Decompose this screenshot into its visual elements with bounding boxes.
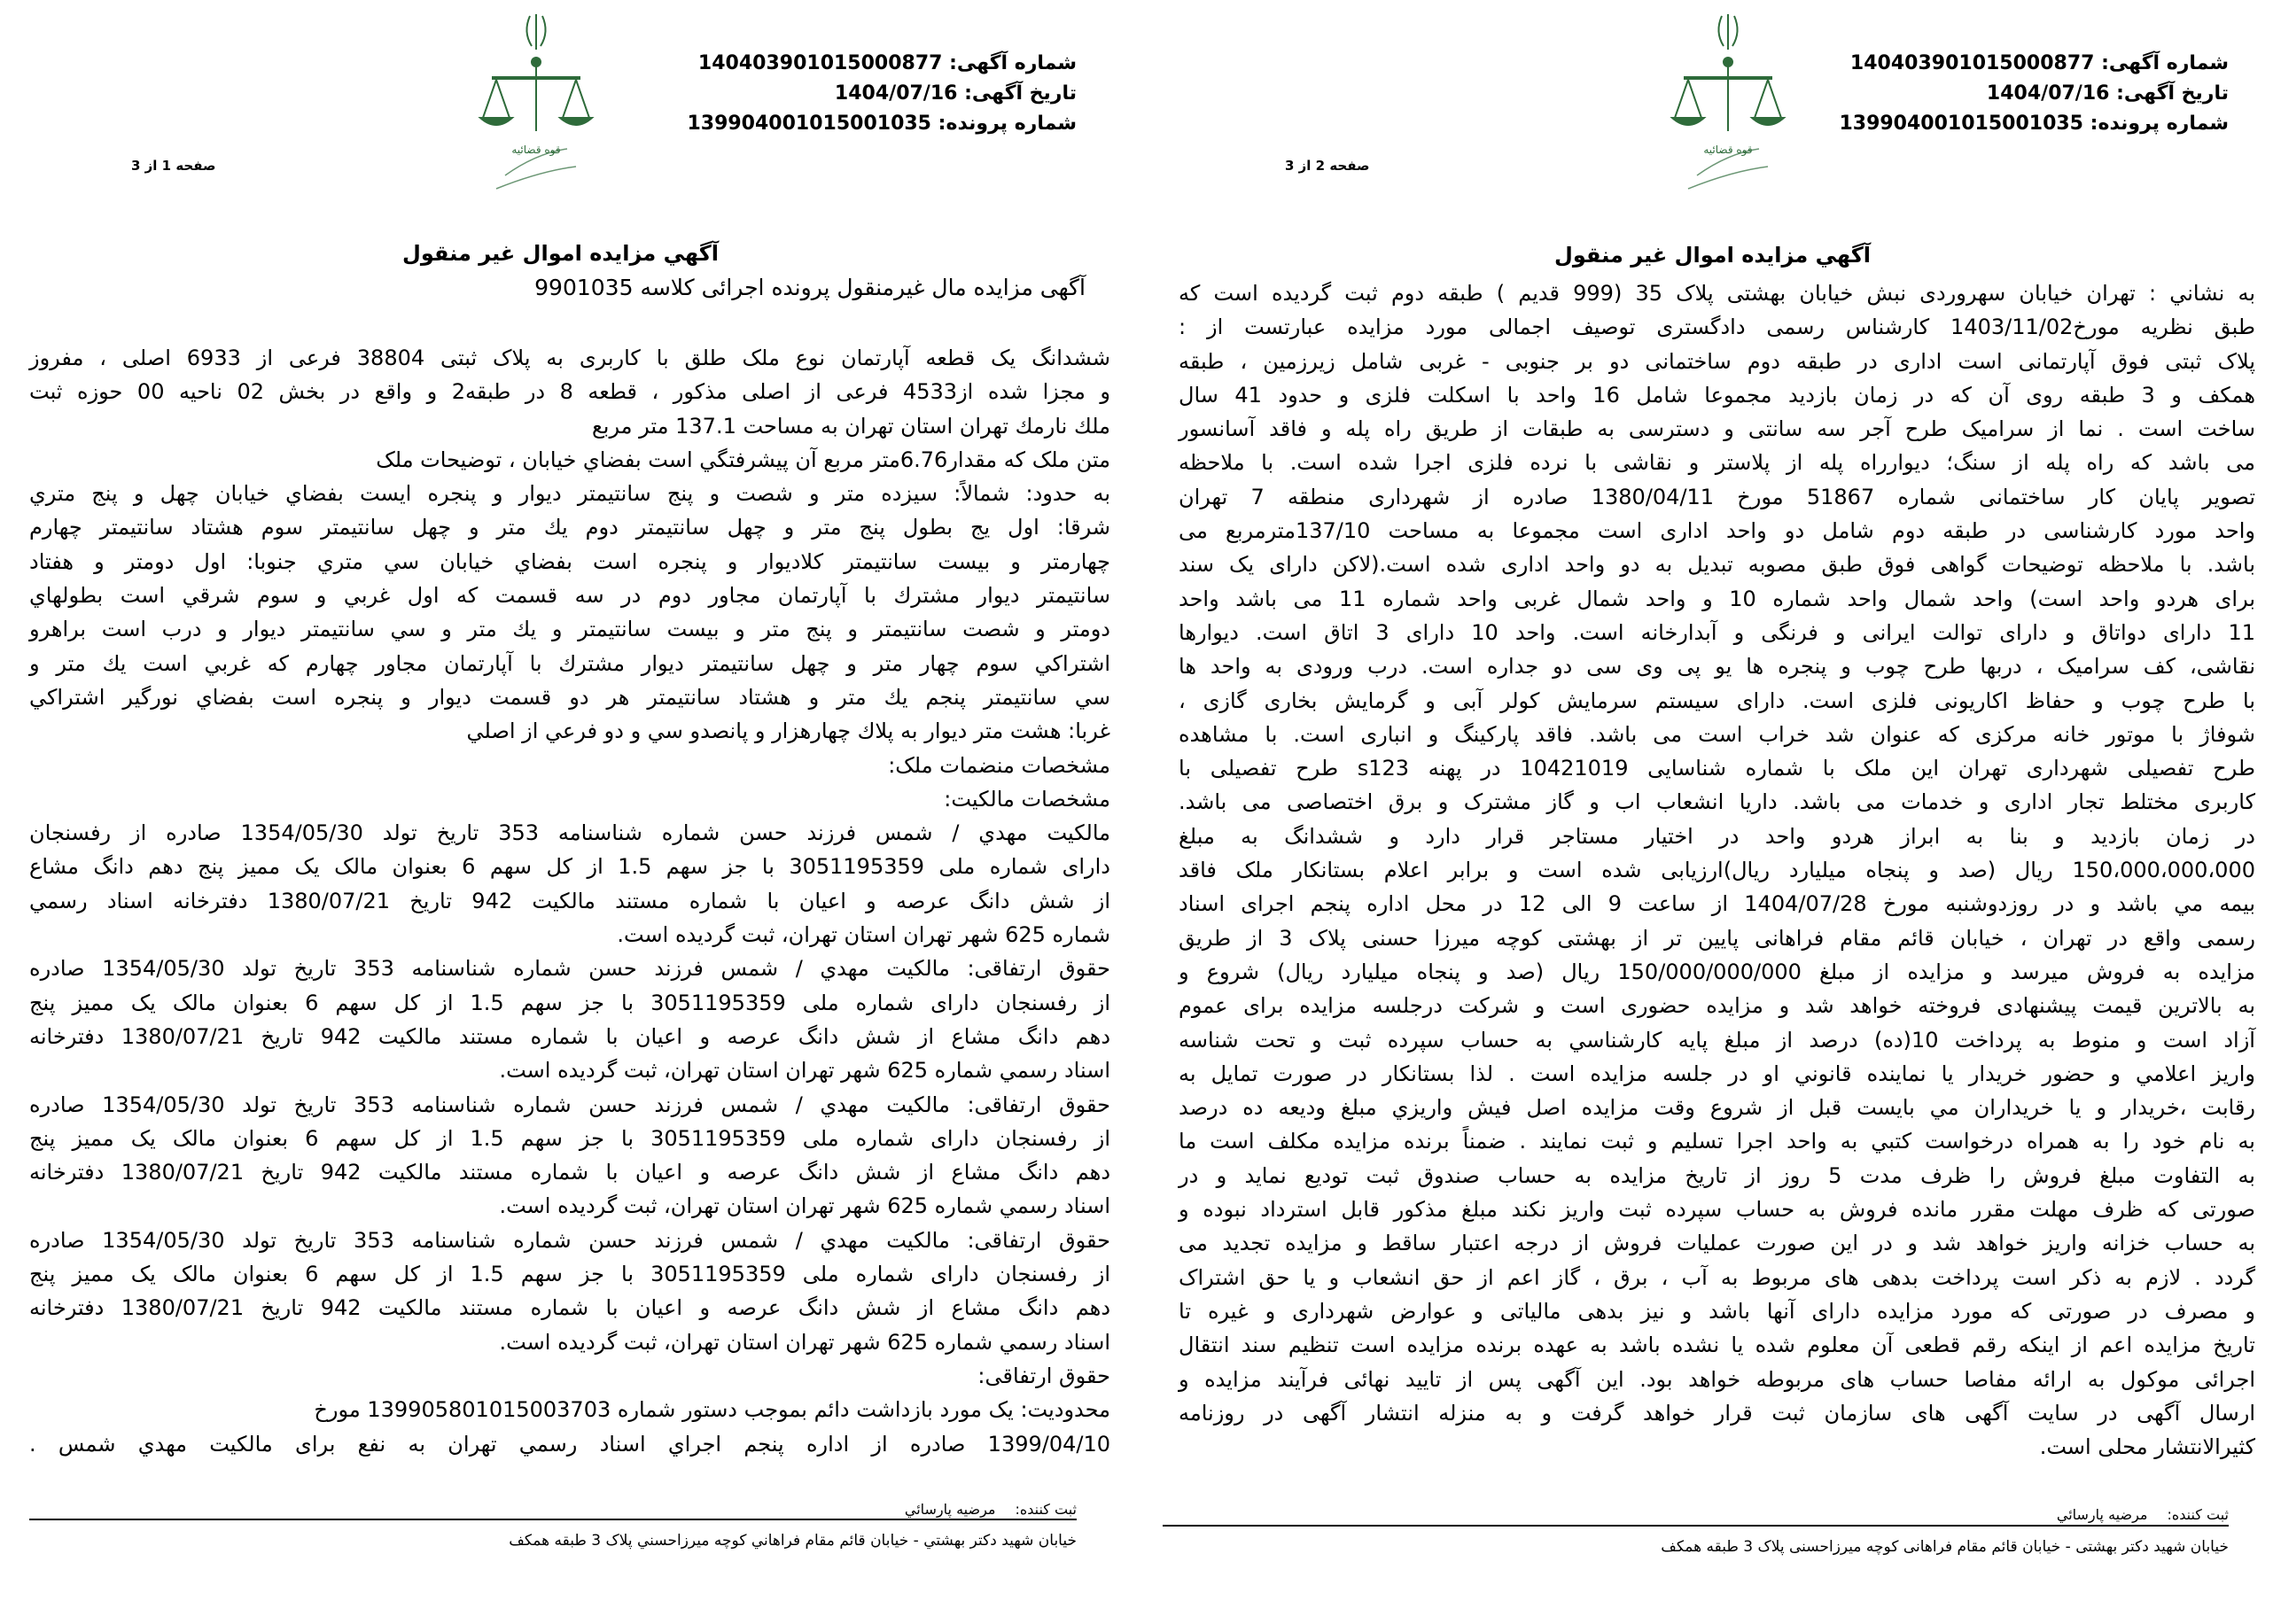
text-line: دارای شماره ملی 3051195359 با جز سهم 1.5 از کل سهم 6 بعنوان مالک يک مميز پنج دهم دانگ مشاع	[29, 854, 1110, 880]
text-line: حقوق ارتفاقی:	[977, 1363, 1110, 1388]
page-2	[1152, 0, 2273, 1624]
judiciary-emblem-icon	[470, 7, 603, 198]
text-line: اسناد رسمي شماره 625 شهر تهران استان تهران، ثبت گرديده است.	[499, 1193, 1110, 1219]
text-line: اسناد رسمي شماره 625 شهر تهران استان تهران، ثبت گرديده است.	[499, 1058, 1110, 1084]
registrar-label: ثبت کننده:	[2167, 1506, 2229, 1523]
registrar-name: مرضيه پارسائي	[2056, 1506, 2148, 1523]
text-line: شماره 625 شهر تهران استان تهران، ثبت گرديده است.	[617, 922, 1110, 948]
text-line: محدوديت: يک مورد بازداشت دائم بموجب دستور شماره 13990580101500370​3 مورخ	[314, 1397, 1110, 1423]
text-line: پلاک ثبتی فوق آپارتمانی است اداری در طبقه دوم ساختمانی دو بر جنوبی - غربی شامل زيرزمين ، طبقه	[1179, 348, 2255, 374]
registrar	[2037, 1506, 2229, 1523]
page-number: صفحه 2 از 3	[1285, 158, 1370, 174]
text-line: طبق نظريه مورخ1403/11/02 کارشناس رسمی دادگستری توصيف اجمالی مورد مزايده عبارتست از :	[1179, 315, 2255, 340]
text-line: در زمان بازديد و بنا به ابراز هردو واحد در اختيار مستاجر قرار دارد و ششدانگ به مبلغ	[1179, 823, 2255, 849]
text-line: طرح تفصيلی شهرداری تهران اين ملک با شماره شناسايی 10421019 در پهنه s123 طرح تفصيلی با	[1179, 756, 2255, 781]
text-line: دهم دانگ مشاع از شش دانگ عرصه و اعيان با شماره مستند مالکيت 942 تاريخ 1380/07/21 دفترخانه	[29, 1023, 1111, 1049]
notice-subtitle: آگهی مزايده مال غيرمنقول پرونده اجرائی کلاسه 9901035	[534, 275, 1086, 300]
text-line: ساخت است . نما از سراميک طرح آجر سه سانتی و دسترسی به طبقات از طريق راه پله و فاقد آسانسور	[1179, 416, 2255, 442]
text-line: مشخصات منضمات ملک:	[888, 752, 1110, 778]
text-line: دهم دانگ مشاع از شش دانگ عرصه و اعيان با شماره مستند مالکيت 942 تاريخ 1380/07/21 دفترخانه	[29, 1160, 1111, 1185]
text-line: آزاد است و منوط به پرداخت 10(ده) درصد از مبلغ پايه کارشناسي به حساب سپرده ثبت و تحت شناسه	[1179, 1027, 2255, 1053]
text-line: برای هردو واحد است) واحد شمال واحد شماره 10 و واحد شمال غربی واحد شماره 11 می باشد واحد	[1179, 586, 2255, 611]
text-line: رسمی واقع در تهران ، خيابان قائم مقام فراهانی پايين تر از بهشتی کوچه ميرزا حسنی پلاک 3 از طريق	[1179, 925, 2255, 951]
text-line: تصوير پايان کار ساختمانی شماره 51867 مورخ 1380/04/11 صادره از شهرداری منطقه 7 تهران	[1179, 484, 2256, 509]
text-line: حقوق ارتفاقی: مالکيت مهدي / شمس فرزند حسن شماره شناسنامه 353 تاريخ تولد 1354/05/30 صادره	[29, 1227, 1110, 1253]
text-line: دهم دانگ مشاع از شش دانگ عرصه و اعيان با شماره مستند مالکيت 942 تاريخ 1380/07/21 دفترخانه	[29, 1295, 1111, 1321]
text-line: ششدانگ يک قطعه آپارتمان نوع ملک طلق با کاربری به پلاک ثبتی 38804 فرعی از 6933 اصلی ، مفروز	[29, 346, 1111, 370]
text-line: 11 دارای دواتاق و دارای توالت ايرانی و فرنگی و آبدارخانه است. واحد 10 دارای 3 اتاق است. ديوارها	[1179, 619, 2255, 645]
ad-number: شماره آگهی: 140403901015000877	[697, 52, 1077, 74]
text-line: متن ملک که مقدار6.76متر مربع آن پيشرفتگي است بفضاي خيابان ، توضيحات ملک	[376, 447, 1110, 472]
text-line: واحد مورد کارشناسی در طبقه دوم شامل دو واحد اداری است مجموعا به مساحت 137/10مترمربع می	[1179, 518, 2255, 544]
text-line: می باشد که راه پله از سنگ؛ ديوارراه پله از پلاستر و نقاشی با نرده فلزی اجرا شده است. با ملاحظه	[1179, 450, 2255, 476]
notice-title: آگهي مزايده اموال غير منقول	[402, 241, 719, 266]
text-line: شرقا: اول يج بطول پنج متر و چهل سانتيمتر دوم يك متر و چهل سانتيمتر سوم هشتاد سانتيمتر چهارم	[29, 515, 1110, 540]
text-line: به نشاني : تهران خيابان سهروردی نبش خيابان بهشتی پلاک 35 (999 قديم ) طبقه دوم ثبت گرديده است که	[1179, 281, 2255, 306]
text-line: 1399/04/10 صادره از اداره پنجم اجراي اسناد رسمي تهران به نفع برای مالکيت مهدي شمس .	[29, 1431, 1110, 1457]
text-line: کثيرالانتشار محلی است.	[2039, 1434, 2255, 1460]
text-line: چهارمتر و بيست سانتيمتر كلاديوار و پنجره است بفضاي خيابان سي متري جنوبا: اول دومتر و هفتاد	[29, 548, 1110, 574]
footer-address: خيابان شهيد دکتر بهشتي - خيابان قائم مقام فراهاني کوچه ميرزاحسني پلاک 3 طبقه همکف	[509, 1532, 1077, 1550]
text-line: از رفسنجان دارای شماره ملی 3051195359 با جز سهم 1.5 از کل سهم 6 بعنوان مالک يک مميز پنج	[29, 1262, 1110, 1287]
ad-header-info	[1839, 49, 2229, 139]
text-line: و مصرف در صورتی که مورد مزايده دارای آنها باشد و نيز بدهی مالياتی و عوارض شهرداری و غيره تا	[1179, 1298, 2255, 1324]
notice-title: آگهي مزايده اموال غير منقول	[1554, 243, 1871, 268]
text-line: و مجزا شده از4533 فرعی از اصلی مذکور ، قطعه 8 در طبقه2 و واقع در بخش 02 ناحيه 00 حوزه ثبت	[29, 379, 1110, 405]
text-line: باشد. با ملاحظه توضيحات گواهی فوق طبق مصوبه تبديل به دو واحد اداری شده است.(لاکن دارای يک سند	[1179, 552, 2255, 578]
text-line: سانتيمتر ديوار مشترك با آپارتمان مجاور دوم در سه قسمت كه اول غربي و سوم شرقي است بطولهاي	[29, 583, 1110, 609]
text-line: ارسال آگهی در سايت آگهی های سازمان ثبت قرار خواهد گرفت و به منزله انتشار آگهی در روزنامه	[1179, 1400, 2255, 1426]
text-line: مشخصات مالکيت:	[944, 786, 1110, 812]
text-line: گردد . لازم به ذکر است پرداخت بدهی های مربوط به آب ، برق ، گاز اعم از حق انشعاب و يا حق اشتراک	[1179, 1264, 2255, 1290]
text-line: حقوق ارتفاقی: مالکيت مهدي / شمس فرزند حسن شماره شناسنامه 353 تاريخ تولد 1354/05/30 صادره	[29, 1092, 1110, 1117]
text-line: اجرائی موکول به ارائه مفاصا حساب های مربوطه خواهد بود. اين آگهی پس از تاييد نهائی فرآيند مزايده و	[1179, 1366, 2255, 1392]
registrar-label: ثبت کننده:	[1015, 1501, 1077, 1518]
ad-header-info	[687, 49, 1077, 139]
text-line: همکف و 3 طبقه روی آن که در زمان بازديد مجموعا شامل 16 واحد با اسکلت فلزی و حدود 41 سال	[1179, 382, 2256, 408]
page-number: صفحه 1 از 3	[131, 158, 216, 174]
text-line: کاربری مختلط تجار اداری و خدمات می باشد. داريا انشعاب اب و گاز مشترک و برق اختصاصی می باشد.	[1179, 789, 2255, 815]
page-1	[0, 0, 1121, 1624]
text-line: تاريخ مزايده اعم از اينکه رقم قطعی آن معلوم شده يا نشده باشد به عهده برنده مزايده است تنظيم سند انتقال	[1179, 1333, 2255, 1358]
text-line: با طرح چوب و حفاظ اکاريونی فلزی است. دارای سيستم سرمايش کولر آبی و گرمايش بخاری گازی ،	[1179, 688, 2255, 713]
ad-date: تاریخ آگهی: 1404/07/16	[1986, 82, 2229, 105]
text-line: مزايده به فروش ميرسد و مزايده از مبلغ 150/000/000/000 ريال (صد و پنجاه ميليارد ريال) شروع و	[1179, 959, 2256, 984]
text-line: دومتر و شصت سانتيمتر و پنج متر و بيست سانتيمتر و يك متر و سي سانتيمتر ديوار و درب است براهرو	[29, 617, 1110, 642]
text-line: به نام خود را به همراه درخواست كتبي به واحد اجرا تسليم و ثبت نمايند . ضمناً برنده مزايده مكلف است ما	[1179, 1129, 2255, 1154]
registrar	[885, 1501, 1077, 1518]
footer-address: خيابان شهيد دکتر بهشتی - خيابان قائم مقام فراهانی کوچه ميرزاحسنی پلاک 3 طبقه همکف	[1661, 1538, 2229, 1556]
ad-number: شماره آگهی: 14040390101500087​7	[1849, 52, 2229, 74]
case-number: شماره پرونده: 139904001015001035	[687, 113, 1077, 135]
text-line: از شش دانگ عرصه و اعيان با شماره مستند مالکيت 942 تاريخ 1380/07/21 دفترخانه اسناد رسمي	[29, 888, 1111, 913]
text-line: اشتراكي سوم چهار متر و چهل سانتيمتر ديوار مشترك با آپارتمان مجاور چهارم كه غربي است يك متر و	[29, 650, 1110, 676]
notice-body	[1179, 276, 2255, 1464]
text-line: حقوق ارتفاقی: مالکيت مهدي / شمس فرزند حسن شماره شناسنامه 353 تاريخ تولد 1354/05/30 صادره	[29, 956, 1110, 982]
text-line: از رفسنجان دارای شماره ملی 3051195359 با جز سهم 1.5 از کل سهم 6 بعنوان مالک يک مميز پنج	[29, 1125, 1110, 1151]
text-line: مالکيت مهدي / شمس فرزند حسن شماره شناسنامه 353 تاريخ تولد 1354/05/30 صادره از رفسنجان	[29, 820, 1110, 846]
notice-body	[29, 341, 1110, 1461]
text-line: به بالاترين قيمت پيشنهادی فروخته خواهد شد و مزايده حضوری است و شرکت درجلسه مزايده برای عموم	[1179, 993, 2255, 1019]
text-line: شوفاژ با موتور خانه مرکزی که عنوان شد خراب است می باشد. فاقد پارکينگ و انباری است. با مشاهده	[1179, 721, 2255, 747]
text-line: واريز اعلامي و حضور خريدار يا نماينده قانوني او در جلسه مزايده است . لذا بستانكار در صورت تمايل به	[1179, 1061, 2255, 1086]
text-line: به حدود: شمالاً: سيزده متر و شصت و پنج سانتيمتر ديوار و پنجره ايست بفضاي خيابان چهل و پنج متري	[29, 481, 1110, 507]
text-line: سي سانتيمتر پنجم يك متر و هشتاد سانتيمتر هر دو قسمت ديوار و پنجره است بفضاي نورگير اشتراكي	[29, 684, 1110, 710]
case-number: شماره پرونده: 139904001015001035	[1839, 113, 2229, 135]
text-line: به التفاوت مبلغ فروش را ظرف مدت 5 روز از تاريخ مزايده به حساب صندوق ثبت توديع نمايد و در	[1179, 1162, 2255, 1188]
text-line: غربا: هشت متر ديوار به پلاك چهارهزار و پانصدو سي و دو فرعي از اصلي	[466, 719, 1110, 744]
text-line: اسناد رسمي شماره 625 شهر تهران استان تهران، ثبت گرديده است.	[499, 1329, 1110, 1355]
registrar-name: مرضيه پارسائي	[904, 1501, 996, 1518]
svg-text:قوه قضائیه: قوه قضائیه	[1703, 144, 1753, 156]
text-line: ملك نارمك تهران استان تهران به مساحت 137.1 متر مربع	[591, 413, 1110, 439]
text-line: صورتی که ظرف مهلت مقرر مانده فروش به حساب سپرده ثبت واريز نکند مبلغ مذکور قابل استرداد نبوده و	[1179, 1197, 2255, 1223]
text-line: نقاشی، کف سراميک ، دربها طرح چوب و پنجره ها يو پی وی سی دو جداره است. درب ورودی به واحد ها	[1179, 654, 2255, 680]
text-line: 150،000،000،000 ريال (صد و پنجاه ميليارد ريال)ارزيابی شده است و برابر اعلام بستانکار ملک فاقد	[1179, 858, 2255, 883]
text-line: به حساب خزانه واريز خواهد شد و در اين صورت عمليات فروش از درجه اعتبار ساقط و مزايده تجديد می	[1179, 1231, 2255, 1256]
judiciary-emblem-icon	[1662, 7, 1794, 198]
footer-divider	[29, 1519, 1077, 1520]
text-line: از رفسنجان دارای شماره ملی 3051195359 با جز سهم 1.5 از کل سهم 6 بعنوان مالک يک مميز پنج	[29, 990, 1110, 1015]
footer-divider	[1163, 1525, 2229, 1527]
text-line: رقابت ،خريدار و يا خريداران مي بايست قبل از شروع وقت مزايده اصل فيش واريزي مبلغ وديعه ده درصد	[1179, 1095, 2255, 1121]
text-line: بيمه مي باشد و در روزدوشنبه مورخ 1404/07/28 از ساعت 9 الی 12 در محل اداره پنجم اجرای اسناد	[1179, 891, 2255, 917]
svg-text:قوه قضائیه: قوه قضائیه	[511, 144, 561, 156]
ad-date: تاریخ آگهی: 1404/07/16	[834, 82, 1077, 105]
